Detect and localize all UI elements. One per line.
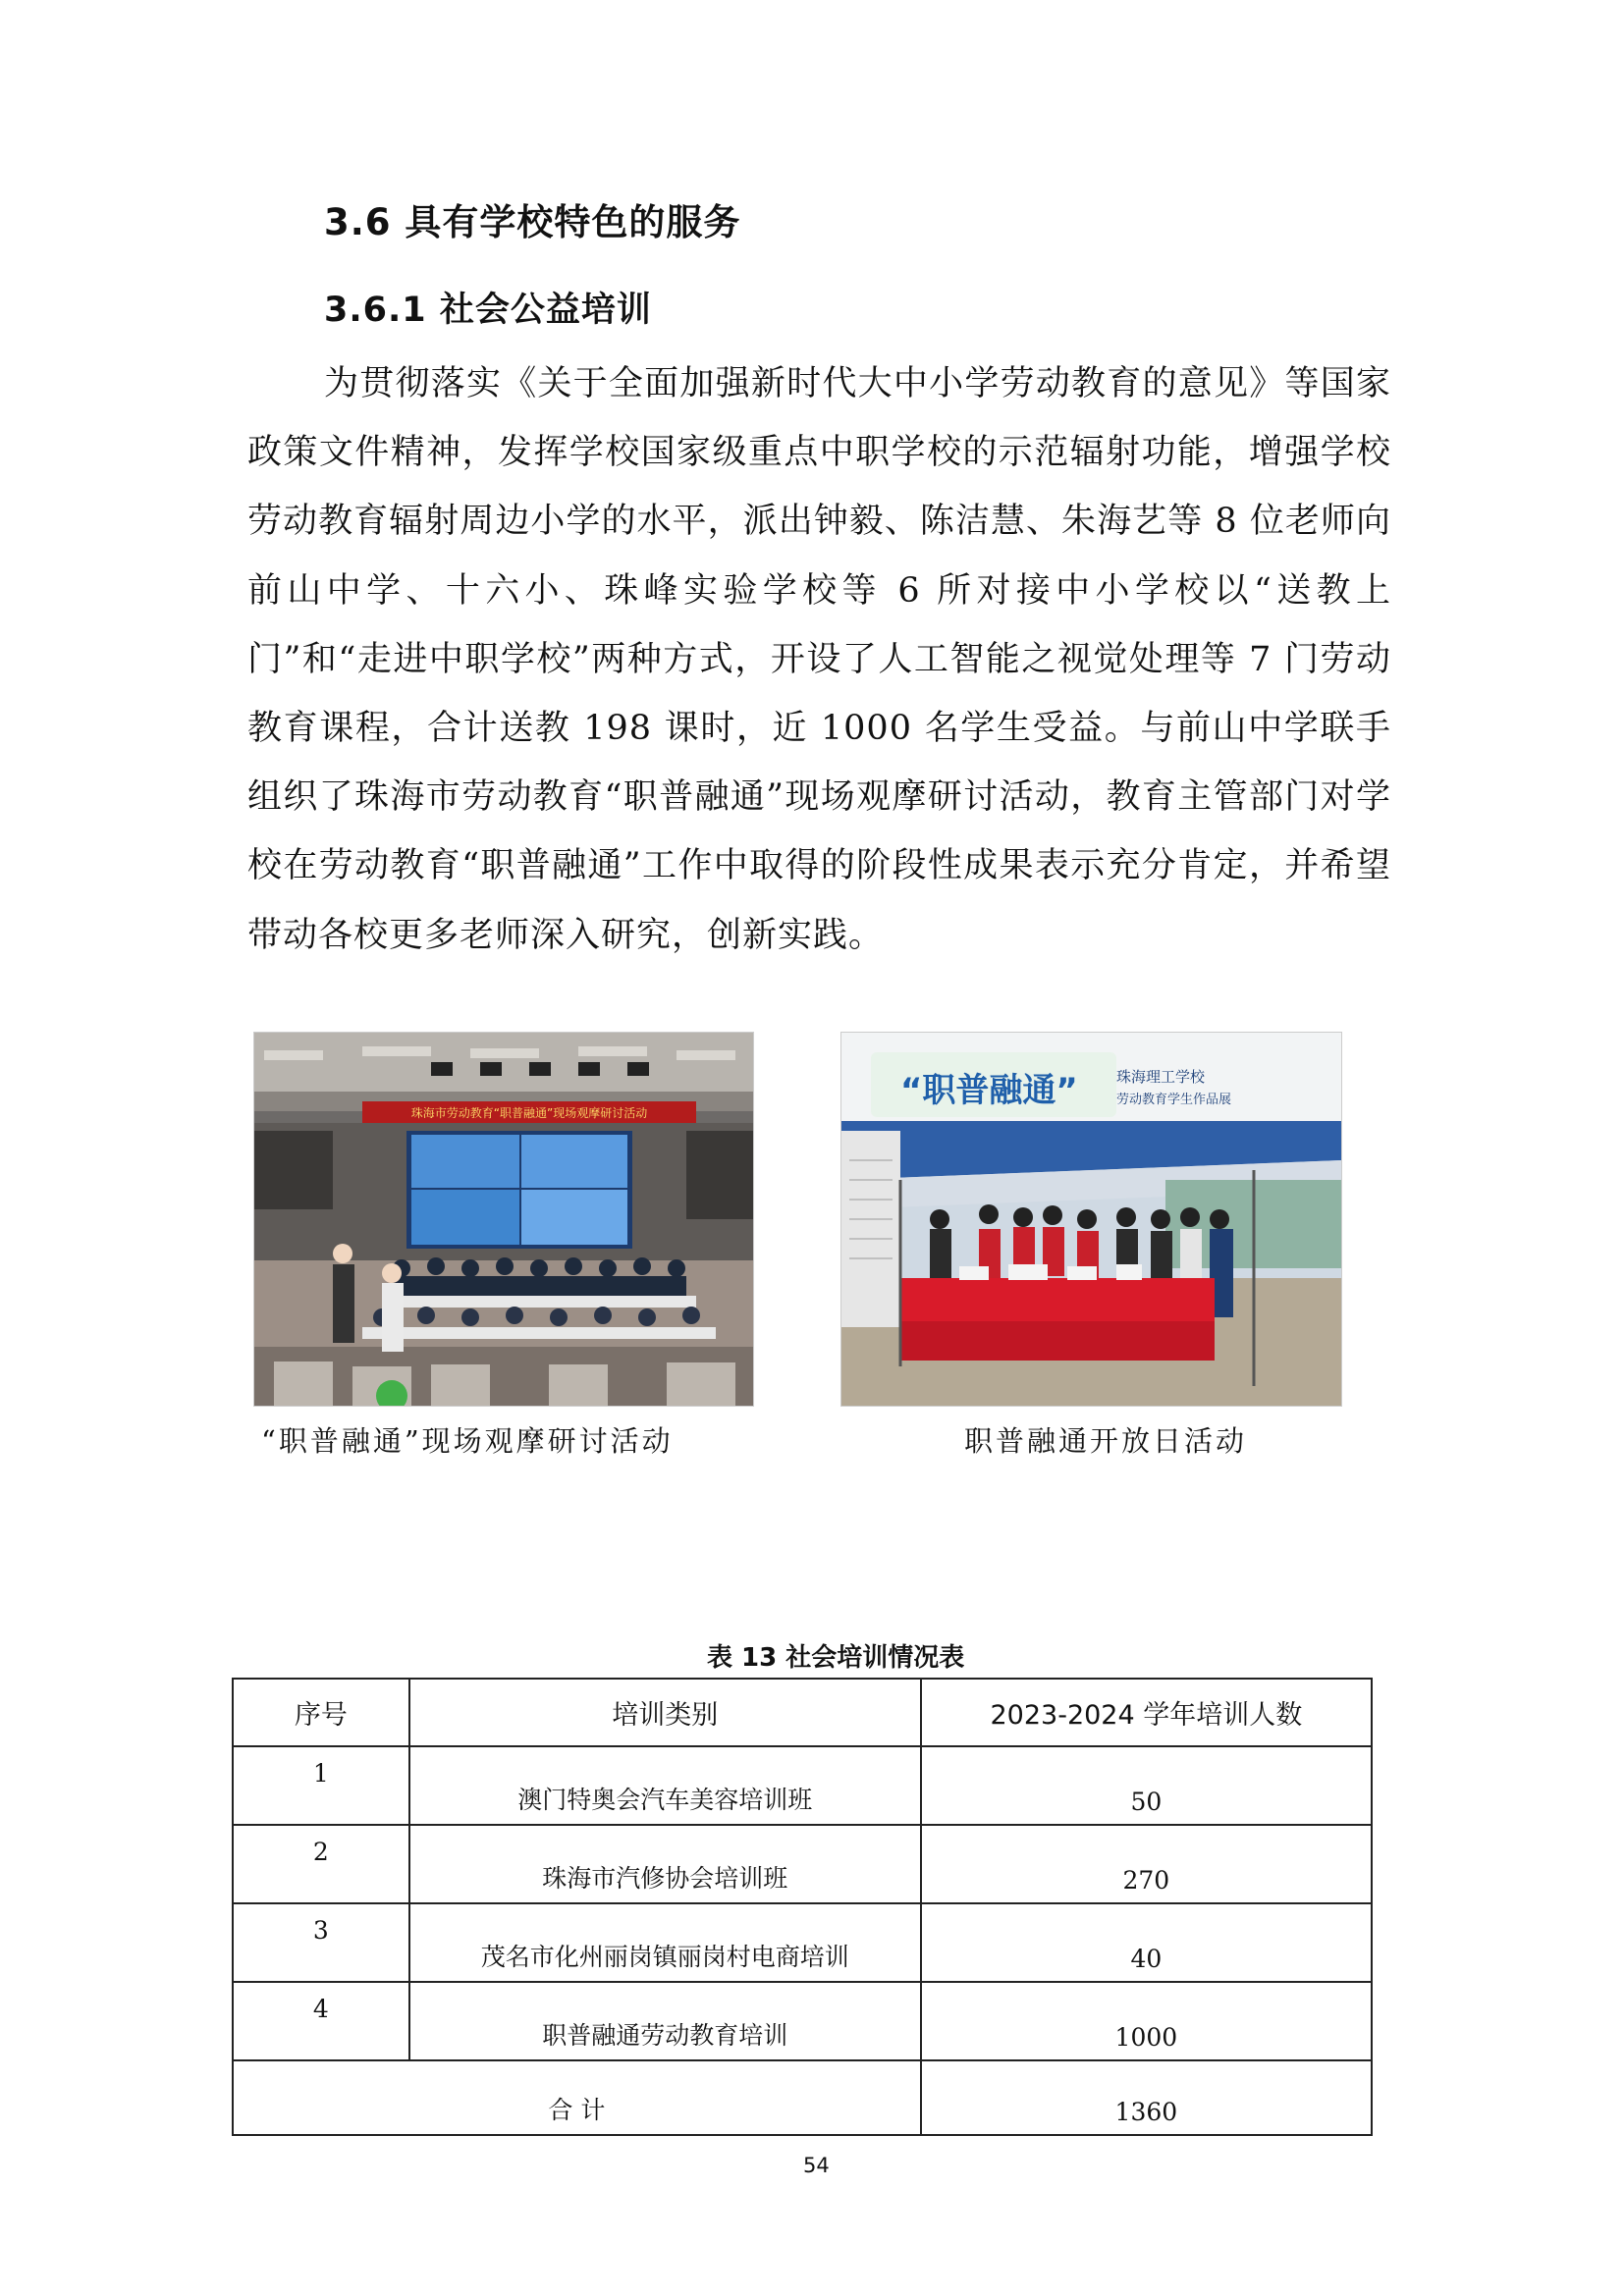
table-row [233,1903,1372,1982]
table-row [233,1825,1372,1903]
total-count: 1360 [921,2060,1372,2135]
header-count: 2023-2024 学年培训人数 [921,1679,1372,1746]
header-no: 序号 [233,1679,409,1746]
photo-left-banner: 珠海市劳动教育“职普融通”现场观摩研讨活动 [410,1106,648,1120]
photo-observation-event [253,1032,754,1407]
photo-caption-observation: “职普融通”现场观摩研讨活动 [261,1424,674,1458]
row-count: 50 [921,1746,1372,1825]
table-total-row [233,2060,1372,2135]
row-no: 4 [233,1982,409,2060]
table-header-row [233,1679,1372,1746]
subsection-title: 3.6.1 社会公益培训 [324,291,652,330]
section-title: 3.6 具有学校特色的服务 [324,201,741,243]
row-count: 1000 [921,1982,1372,2060]
row-no: 2 [233,1825,409,1903]
header-category: 培训类别 [409,1679,921,1746]
row-category: 澳门特奥会汽车美容培训班 [409,1746,921,1825]
row-no: 1 [233,1746,409,1825]
photo-right-banner-main: “职普融通” [900,1071,1078,1110]
table-row [233,1982,1372,2060]
row-count: 40 [921,1903,1372,1982]
photo-right-banner-exhibit: 劳动教育学生作品展 [1116,1093,1232,1107]
photo-right-banner-school: 珠海理工学校 [1116,1068,1206,1086]
row-category: 珠海市汽修协会培训班 [409,1825,921,1903]
total-label: 合 计 [233,2060,921,2135]
row-category: 职普融通劳动教育培训 [409,1982,921,2060]
photo-open-day [840,1032,1342,1407]
training-table [232,1678,1373,2136]
row-count: 270 [921,1825,1372,1903]
page-number: 54 [803,2154,830,2177]
photo-caption-open-day: 职普融通开放日活动 [964,1424,1248,1458]
row-category: 茂名市化州丽岗镇丽岗村电商培训 [409,1903,921,1982]
body-paragraph: 为贯彻落实《关于全面加强新时代大中小学劳动教育的意见》等国家政策文件精神，发挥学校国家级重点中职学校的示范辐射功能，增强学校劳动教育辐射周边小学的水平，派出钟毅、陈洁慧、朱海艺等 8 位老师向前山中学、十六小、珠峰实验学校等 6 所对接中小学校以“送教上门”和“走进中职学校”两种方式，开设了人工智能之视觉处理等 7 门劳动教育课程，合计送教 198 课时，近 1000 名学生受益。与前山中学联手组织了珠海市劳动教育“职普融通”现场观摩研讨活动，教育主管部门对学校在劳动教育“职普融通”工作中取得的阶段性成果表示充分肯定，并希望带动各校更多老师深入研究，创新实践。 [247,364,1391,955]
table-row [233,1746,1372,1825]
table-caption: 表 13 社会培训情况表 [707,1643,965,1673]
row-no: 3 [233,1903,409,1982]
